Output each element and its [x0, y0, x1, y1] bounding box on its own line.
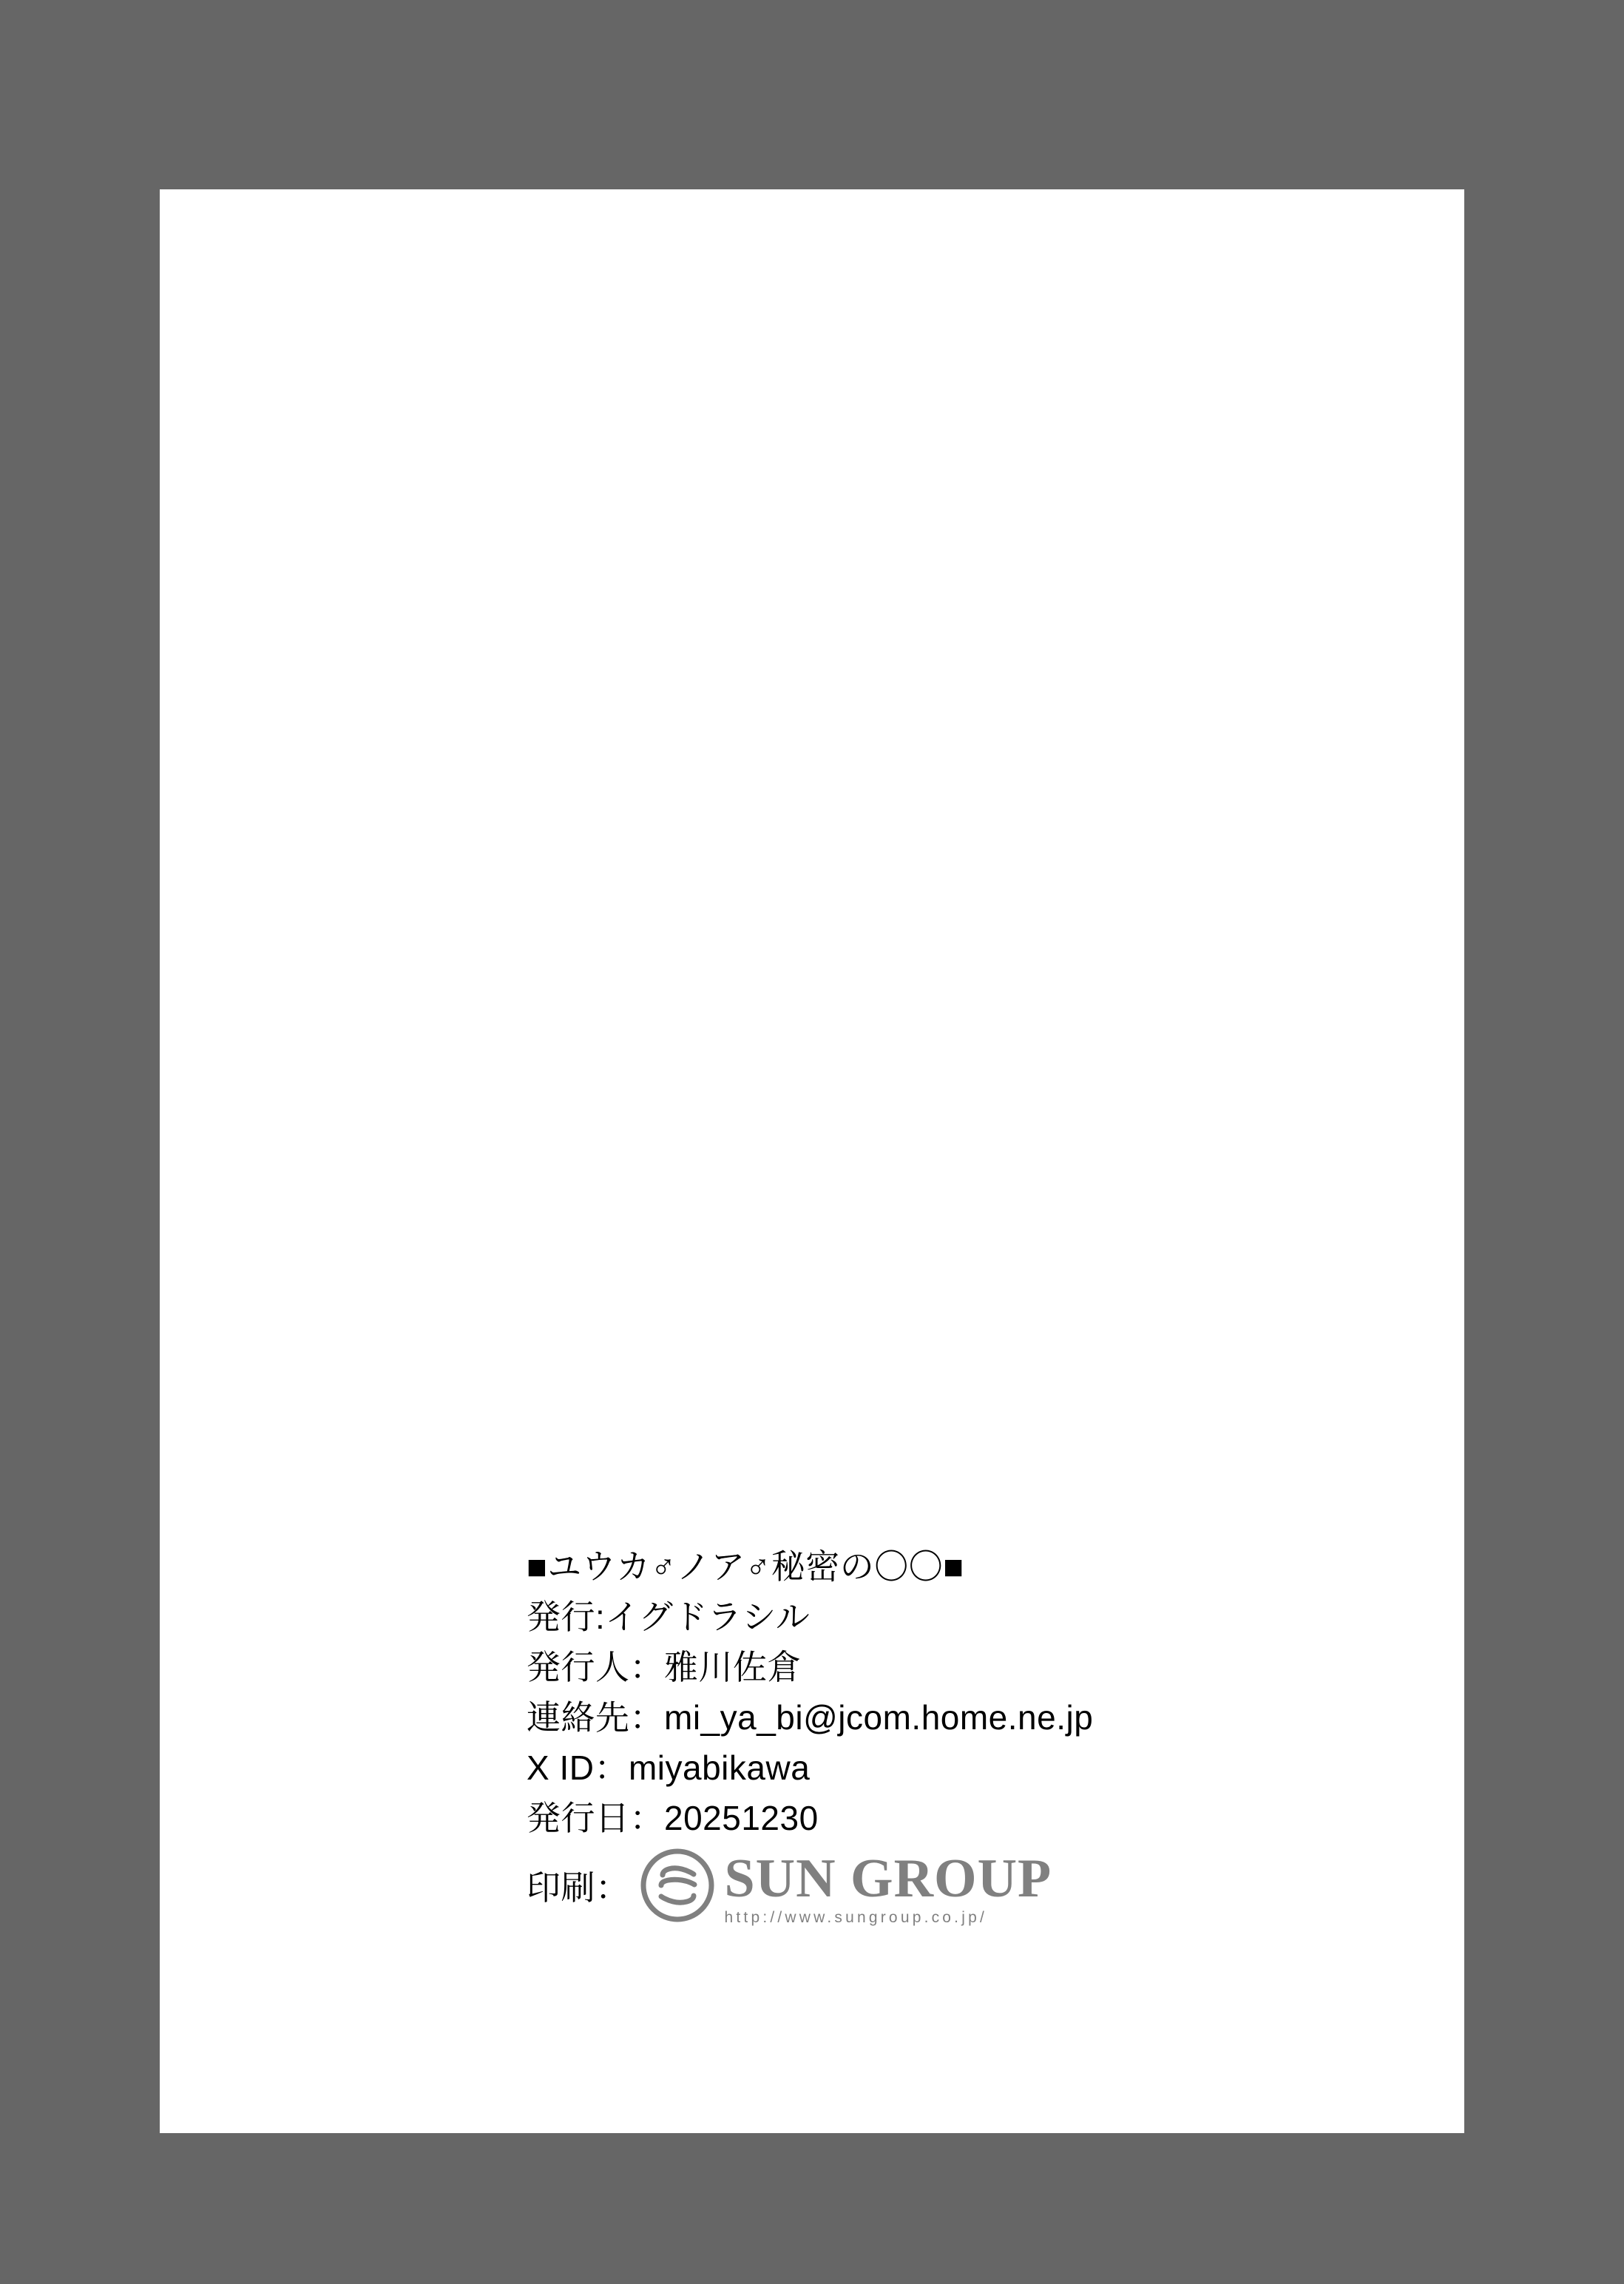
colophon-title: ■ユウカ♂ノア♂秘密の〇〇■: [527, 1547, 964, 1586]
colophon-text-block: [527, 1541, 1399, 1930]
colophon-contact-email: 連絡先：mi_ya_bi@jcom.home.ne.jp: [527, 1698, 1094, 1737]
colophon-publish-date: 発行日：20251230: [527, 1799, 819, 1837]
colophon-publisher-person: 発行人：雅川佐倉: [527, 1648, 802, 1686]
sun-group-name: SUN GROUP: [724, 1848, 1052, 1909]
sun-group-text: [725, 1850, 1052, 1928]
colophon-printer-line: [527, 1845, 1399, 1930]
sun-group-url: http://www.sungroup.co.jp/: [724, 1909, 987, 1926]
colophon-page: [160, 189, 1464, 2133]
colophon-publisher: 発行:イグドラシル: [527, 1598, 811, 1636]
sun-group-circle-icon: [639, 1847, 716, 1924]
print-label: 印刷：: [527, 1868, 630, 1907]
colophon-x-id: X ID：miyabikawa: [527, 1749, 811, 1787]
sun-group-logo: [639, 1847, 1052, 1928]
